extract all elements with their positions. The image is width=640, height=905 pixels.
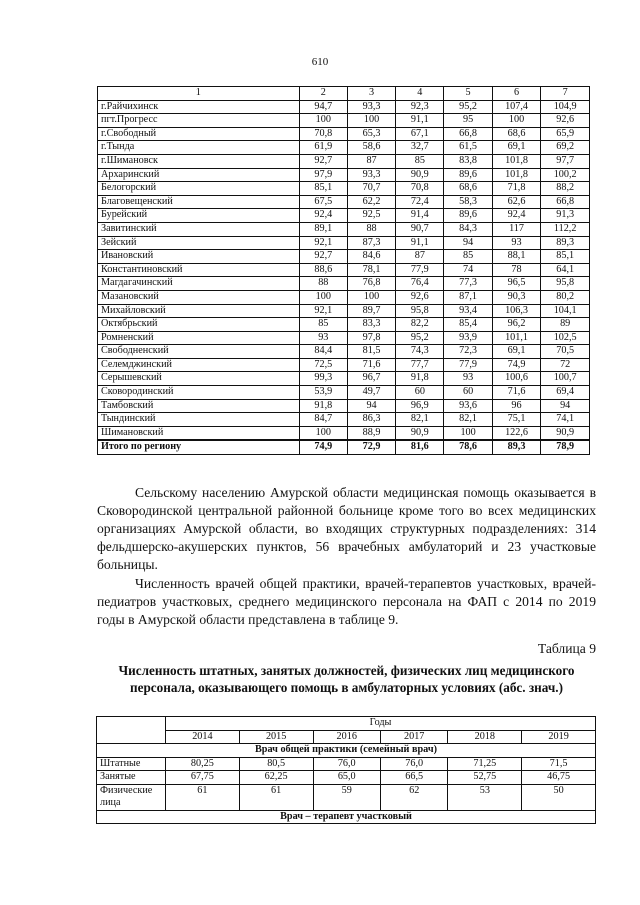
- ratio-value: 76,4: [396, 277, 444, 291]
- district-name: Свободненский: [98, 345, 300, 359]
- staff-value: 71,5: [522, 757, 596, 771]
- ratio-value: 101,1: [492, 331, 541, 345]
- table-row: [98, 399, 590, 413]
- ratio-value: 101,8: [492, 168, 541, 182]
- section-row: [97, 744, 596, 758]
- table-row: [98, 114, 590, 128]
- ratio-value: 91,8: [299, 399, 347, 413]
- ratio-value: 92,6: [541, 114, 590, 128]
- ratio-value: 93,3: [347, 100, 395, 114]
- ratio-value: 97,7: [541, 154, 590, 168]
- staff-value: 61: [239, 784, 313, 810]
- district-name: Белогорский: [98, 182, 300, 196]
- ratio-value: 84,6: [347, 250, 395, 264]
- table-row: [98, 413, 590, 427]
- table-row: [98, 141, 590, 155]
- ratio-value: 90,3: [492, 290, 541, 304]
- ratio-value: 88,6: [299, 263, 347, 277]
- column-header: 5: [444, 87, 492, 101]
- ratio-value: 74: [444, 263, 492, 277]
- table-row: [98, 154, 590, 168]
- ratio-value: 95,2: [396, 331, 444, 345]
- corner-cell: [97, 717, 166, 744]
- ratio-value: 77,9: [444, 358, 492, 372]
- row-label: Штатные: [97, 757, 166, 771]
- staff-value: 50: [522, 784, 596, 810]
- ratio-value: 100,7: [541, 372, 590, 386]
- section-title: Врач – терапевт участковый: [97, 810, 596, 824]
- ratio-value: 84,4: [299, 345, 347, 359]
- ratio-value: 69,2: [541, 141, 590, 155]
- district-name: Константиновский: [98, 263, 300, 277]
- ratio-value: 100: [299, 290, 347, 304]
- ratio-value: 85,1: [299, 182, 347, 196]
- ratio-value: 88,1: [492, 250, 541, 264]
- table-total-row: [98, 440, 590, 454]
- ratio-value: 85: [396, 154, 444, 168]
- staff-value: 62: [380, 784, 447, 810]
- table-row: [97, 784, 596, 810]
- ratio-value: 74,1: [541, 413, 590, 427]
- table-title: Численность штатных, занятых должностей, физических лиц медицинского персонала, оказывающего помощь в амбулаторных условиях (абс. знач.): [118, 663, 575, 695]
- ratio-value: 99,3: [299, 372, 347, 386]
- ratio-value: 81,5: [347, 345, 395, 359]
- ratio-value: 93,9: [444, 331, 492, 345]
- table-row: [98, 304, 590, 318]
- ratio-value: 65,3: [347, 127, 395, 141]
- ratio-value: 97,8: [347, 331, 395, 345]
- ratio-value: 88,2: [541, 182, 590, 196]
- years-header: Годы: [166, 717, 596, 731]
- ratio-value: 77,7: [396, 358, 444, 372]
- ratio-value: 89,6: [444, 168, 492, 182]
- ratio-value: 92,5: [347, 209, 395, 223]
- column-header: 2: [299, 87, 347, 101]
- ratio-value: 97,9: [299, 168, 347, 182]
- ratio-value: 85,1: [541, 250, 590, 264]
- district-name: Ивановский: [98, 250, 300, 264]
- table-row: [97, 757, 596, 771]
- ratio-value: 106,3: [492, 304, 541, 318]
- ratio-value: 89,7: [347, 304, 395, 318]
- ratio-value: 71,6: [347, 358, 395, 372]
- staff-value: 65,0: [313, 771, 380, 785]
- ratio-value: 65,9: [541, 127, 590, 141]
- staff-value: 66,5: [380, 771, 447, 785]
- row-label: Физические лица: [97, 784, 166, 810]
- staff-value: 80,5: [239, 757, 313, 771]
- district-name: Октябрьский: [98, 318, 300, 332]
- ratio-value: 100: [444, 426, 492, 440]
- paragraph-staff-count: [97, 575, 596, 629]
- ratio-value: 68,6: [444, 182, 492, 196]
- ratio-value: 93: [492, 236, 541, 250]
- ratio-value: 72,4: [396, 195, 444, 209]
- ratio-value: 94: [541, 399, 590, 413]
- table-row: [98, 100, 590, 114]
- ratio-value: 85: [444, 250, 492, 264]
- total-value: 81,6: [396, 440, 444, 454]
- ratio-value: 93,4: [444, 304, 492, 318]
- ratio-value: 87: [347, 154, 395, 168]
- ratio-value: 91,1: [396, 114, 444, 128]
- ratio-value: 91,8: [396, 372, 444, 386]
- ratio-value: 78: [492, 263, 541, 277]
- ratio-value: 91,1: [396, 236, 444, 250]
- table-row: [98, 209, 590, 223]
- district-name: Тындинский: [98, 413, 300, 427]
- table-row: [98, 263, 590, 277]
- staff-value: 59: [313, 784, 380, 810]
- table-row: [98, 290, 590, 304]
- ratio-value: 76,8: [347, 277, 395, 291]
- district-name: Михайловский: [98, 304, 300, 318]
- ratio-value: 89,6: [444, 209, 492, 223]
- district-name: пгт.Прогресс: [98, 114, 300, 128]
- district-name: Благовещенский: [98, 195, 300, 209]
- column-header: 3: [347, 87, 395, 101]
- ratio-value: 80,2: [541, 290, 590, 304]
- ratio-value: 95: [444, 114, 492, 128]
- district-name: Завитинский: [98, 222, 300, 236]
- ratio-value: 58,6: [347, 141, 395, 155]
- district-name: г.Свободный: [98, 127, 300, 141]
- ratio-value: 67,5: [299, 195, 347, 209]
- ratio-value: 60: [444, 386, 492, 400]
- ratio-value: 96,7: [347, 372, 395, 386]
- ratio-value: 72: [541, 358, 590, 372]
- ratio-value: 86,3: [347, 413, 395, 427]
- district-name: Тамбовский: [98, 399, 300, 413]
- ratio-value: 78,1: [347, 263, 395, 277]
- table-row: [98, 318, 590, 332]
- ratio-value: 96,2: [492, 318, 541, 332]
- district-name: Мазановский: [98, 290, 300, 304]
- column-header: 6: [492, 87, 541, 101]
- ratio-value: 89: [541, 318, 590, 332]
- ratio-value: 85: [299, 318, 347, 332]
- table-row: [98, 372, 590, 386]
- ratio-value: 90,7: [396, 222, 444, 236]
- ratio-value: 75,1: [492, 413, 541, 427]
- ratio-value: 90,9: [541, 426, 590, 440]
- ratio-value: 104,9: [541, 100, 590, 114]
- ratio-value: 92,7: [299, 154, 347, 168]
- ratio-value: 88,9: [347, 426, 395, 440]
- ratio-value: 66,8: [541, 195, 590, 209]
- years-row: [97, 730, 596, 744]
- ratio-value: 58,3: [444, 195, 492, 209]
- ratio-value: 88: [299, 277, 347, 291]
- ratio-value: 87,3: [347, 236, 395, 250]
- year-header: 2014: [166, 730, 240, 744]
- staff-value: 62,25: [239, 771, 313, 785]
- ratio-value: 92,4: [299, 209, 347, 223]
- ratio-value: 88: [347, 222, 395, 236]
- ratio-value: 92,6: [396, 290, 444, 304]
- year-header: 2018: [448, 730, 522, 744]
- ratio-value: 87: [396, 250, 444, 264]
- years-header-row: [97, 717, 596, 731]
- ratio-value: 95,2: [444, 100, 492, 114]
- ratio-value: 69,1: [492, 141, 541, 155]
- staff-value: 71,25: [448, 757, 522, 771]
- district-name: Шимановский: [98, 426, 300, 440]
- ratio-value: 71,6: [492, 386, 541, 400]
- ratio-value: 61,5: [444, 141, 492, 155]
- ratio-value: 85,4: [444, 318, 492, 332]
- column-header: 4: [396, 87, 444, 101]
- ratio-value: 83,8: [444, 154, 492, 168]
- district-name: Бурейский: [98, 209, 300, 223]
- staff-value: 80,25: [166, 757, 240, 771]
- table-row: [98, 195, 590, 209]
- ratio-value: 64,1: [541, 263, 590, 277]
- total-value: 89,3: [492, 440, 541, 454]
- table-row: [98, 345, 590, 359]
- ratio-value: 96: [492, 399, 541, 413]
- section-row: [97, 810, 596, 824]
- table-row: [98, 277, 590, 291]
- district-name: Селемджинский: [98, 358, 300, 372]
- ratio-value: 66,8: [444, 127, 492, 141]
- ratio-value: 90,9: [396, 426, 444, 440]
- staff-value: 61: [166, 784, 240, 810]
- ratio-value: 92,7: [299, 250, 347, 264]
- table-row: [98, 236, 590, 250]
- year-header: 2019: [522, 730, 596, 744]
- table-row: [98, 331, 590, 345]
- ratio-value: 61,9: [299, 141, 347, 155]
- staff-value: 76,0: [380, 757, 447, 771]
- ratio-value: 112,2: [541, 222, 590, 236]
- ratio-value: 83,3: [347, 318, 395, 332]
- total-value: 78,9: [541, 440, 590, 454]
- ratio-value: 91,3: [541, 209, 590, 223]
- table-row: [98, 127, 590, 141]
- section-title: Врач общей практики (семейный врач): [97, 744, 596, 758]
- ratio-value: 100,6: [492, 372, 541, 386]
- ratio-value: 53,9: [299, 386, 347, 400]
- ratio-value: 62,2: [347, 195, 395, 209]
- district-name: Сковородинский: [98, 386, 300, 400]
- district-name: Ромненский: [98, 331, 300, 345]
- ratio-value: 94: [444, 236, 492, 250]
- paragraph-rural-care: [97, 484, 596, 574]
- ratio-value: 93,3: [347, 168, 395, 182]
- staff-value: 46,75: [522, 771, 596, 785]
- district-name: Серышевский: [98, 372, 300, 386]
- column-header: 7: [541, 87, 590, 101]
- ratio-value: 62,6: [492, 195, 541, 209]
- ratio-value: 69,1: [492, 345, 541, 359]
- column-header: 1: [98, 87, 300, 101]
- ratio-value: 72,3: [444, 345, 492, 359]
- ratio-value: 104,1: [541, 304, 590, 318]
- ratio-value: 96,9: [396, 399, 444, 413]
- ratio-value: 68,6: [492, 127, 541, 141]
- district-ratio-table: [97, 86, 590, 455]
- ratio-value: 107,4: [492, 100, 541, 114]
- ratio-value: 122,6: [492, 426, 541, 440]
- ratio-value: 74,3: [396, 345, 444, 359]
- ratio-value: 70,8: [299, 127, 347, 141]
- ratio-value: 89,3: [541, 236, 590, 250]
- total-value: 74,9: [299, 440, 347, 454]
- ratio-value: 87,1: [444, 290, 492, 304]
- paragraph-staff-count-text: Численность врачей общей практики, врачей-терапевтов участковых, врачей-педиатров участковых, среднего медицинского персонала на ФАП с 2014 по 2019 годы в Амурской области представлена в таблице 9.: [97, 576, 596, 627]
- staff-value: 52,75: [448, 771, 522, 785]
- ratio-value: 100: [299, 426, 347, 440]
- ratio-value: 70,7: [347, 182, 395, 196]
- ratio-value: 82,2: [396, 318, 444, 332]
- district-name: г.Шимановск: [98, 154, 300, 168]
- district-name: г.Райчихинск: [98, 100, 300, 114]
- ratio-value: 102,5: [541, 331, 590, 345]
- total-label: Итого по региону: [98, 440, 300, 454]
- ratio-value: 100,2: [541, 168, 590, 182]
- staff-table: [96, 716, 596, 824]
- ratio-value: 117: [492, 222, 541, 236]
- year-header: 2016: [313, 730, 380, 744]
- table-row: [98, 250, 590, 264]
- ratio-value: 92,1: [299, 236, 347, 250]
- ratio-value: 94: [347, 399, 395, 413]
- ratio-value: 82,1: [444, 413, 492, 427]
- ratio-value: 95,8: [541, 277, 590, 291]
- year-header: 2015: [239, 730, 313, 744]
- ratio-value: 100: [299, 114, 347, 128]
- ratio-value: 101,8: [492, 154, 541, 168]
- staff-value: 53: [448, 784, 522, 810]
- row-label: Занятые: [97, 771, 166, 785]
- ratio-value: 93,6: [444, 399, 492, 413]
- ratio-value: 70,5: [541, 345, 590, 359]
- ratio-value: 100: [347, 290, 395, 304]
- table-row: [98, 168, 590, 182]
- year-header: 2017: [380, 730, 447, 744]
- ratio-value: 93: [444, 372, 492, 386]
- table-row: [97, 771, 596, 785]
- staff-value: 76,0: [313, 757, 380, 771]
- ratio-value: 100: [347, 114, 395, 128]
- page-number: 610: [311, 56, 329, 68]
- ratio-value: 89,1: [299, 222, 347, 236]
- table-row: [98, 182, 590, 196]
- ratio-value: 71,8: [492, 182, 541, 196]
- paragraph-rural-care-text: Сельскому населению Амурской области медицинская помощь оказывается в Сковородинской центральной районной больнице кроме того во всех медицинских организациях Амурской области, во входящих структурных подразделениях: 314 фельдшерско-акушерских пунктов, 56 врачебных амбулаторий и 23 участковые больницы.: [97, 485, 596, 572]
- ratio-value: 32,7: [396, 141, 444, 155]
- total-value: 72,9: [347, 440, 395, 454]
- district-name: Архаринский: [98, 168, 300, 182]
- ratio-value: 74,9: [492, 358, 541, 372]
- ratio-value: 95,8: [396, 304, 444, 318]
- ratio-value: 94,7: [299, 100, 347, 114]
- table-row: [98, 222, 590, 236]
- ratio-value: 100: [492, 114, 541, 128]
- ratio-value: 96,5: [492, 277, 541, 291]
- ratio-value: 82,1: [396, 413, 444, 427]
- ratio-value: 84,7: [299, 413, 347, 427]
- ratio-value: 67,1: [396, 127, 444, 141]
- ratio-value: 69,4: [541, 386, 590, 400]
- ratio-value: 84,3: [444, 222, 492, 236]
- ratio-value: 92,4: [492, 209, 541, 223]
- table-row: [98, 358, 590, 372]
- table-header-row: [98, 87, 590, 101]
- total-value: 78,6: [444, 440, 492, 454]
- ratio-value: 70,8: [396, 182, 444, 196]
- ratio-value: 93: [299, 331, 347, 345]
- district-name: Зейский: [98, 236, 300, 250]
- ratio-value: 77,9: [396, 263, 444, 277]
- ratio-value: 60: [396, 386, 444, 400]
- district-name: Магдагачинский: [98, 277, 300, 291]
- staff-value: 67,75: [166, 771, 240, 785]
- ratio-value: 77,3: [444, 277, 492, 291]
- ratio-value: 92,3: [396, 100, 444, 114]
- ratio-value: 92,1: [299, 304, 347, 318]
- table-row: [98, 426, 590, 440]
- ratio-value: 91,4: [396, 209, 444, 223]
- table-caption: Таблица 9: [537, 641, 596, 656]
- ratio-value: 90,9: [396, 168, 444, 182]
- district-name: г.Тында: [98, 141, 300, 155]
- ratio-value: 49,7: [347, 386, 395, 400]
- ratio-value: 72,5: [299, 358, 347, 372]
- table-row: [98, 386, 590, 400]
